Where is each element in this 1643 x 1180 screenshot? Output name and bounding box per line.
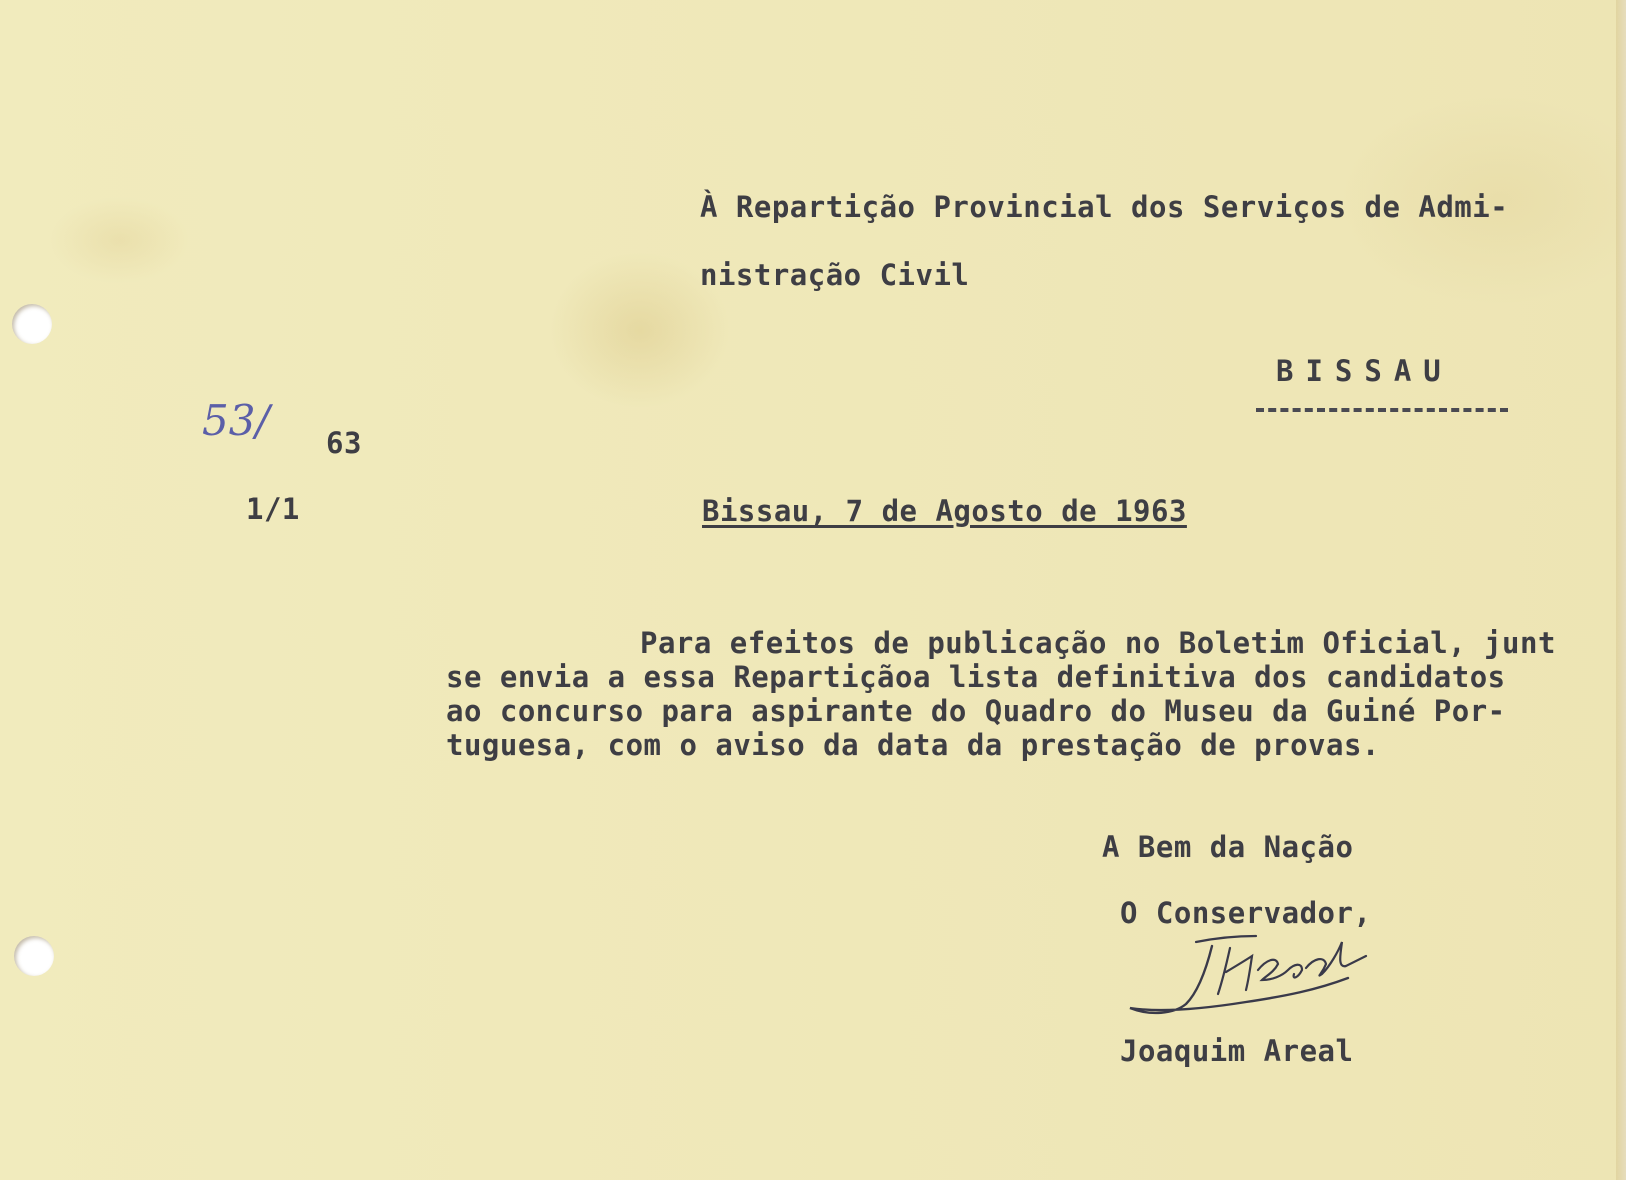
reference-page: 1/1 [246, 492, 300, 526]
body-line-2: se envia a essa Repartiçãoa lista definitiva dos candidatos [446, 660, 1506, 694]
body-line-4: tuguesa, com o aviso da data da prestação de provas. [446, 728, 1380, 762]
signatory-name: Joaquim Areal [1120, 1034, 1354, 1068]
punch-hole-top [12, 304, 52, 344]
punch-hole-bottom [14, 936, 54, 976]
letter-date: Bissau, 7 de Agosto de 1963 [702, 494, 1187, 528]
recipient-line-2: nistração Civil [700, 258, 970, 292]
signatory-title: O Conservador, [1120, 896, 1372, 930]
body-line-3: ao concurso para aspirante do Quadro do Museu da Guiné Por- [446, 694, 1506, 728]
city-underline [1256, 408, 1508, 412]
paper-edge [1616, 0, 1626, 1180]
handwritten-reference: 53/ [202, 396, 270, 445]
body-line-1: Para efeitos de publicação no Boletim Oficial, junt [640, 626, 1556, 660]
city-heading: BISSAU [1276, 354, 1453, 388]
closing-salutation: A Bem da Nação [1102, 830, 1354, 864]
recipient-line-1: À Repartição Provincial dos Serviços de Admi- [700, 190, 1509, 224]
reference-year: 63 [326, 426, 362, 460]
handwritten-signature [1126, 930, 1386, 1040]
